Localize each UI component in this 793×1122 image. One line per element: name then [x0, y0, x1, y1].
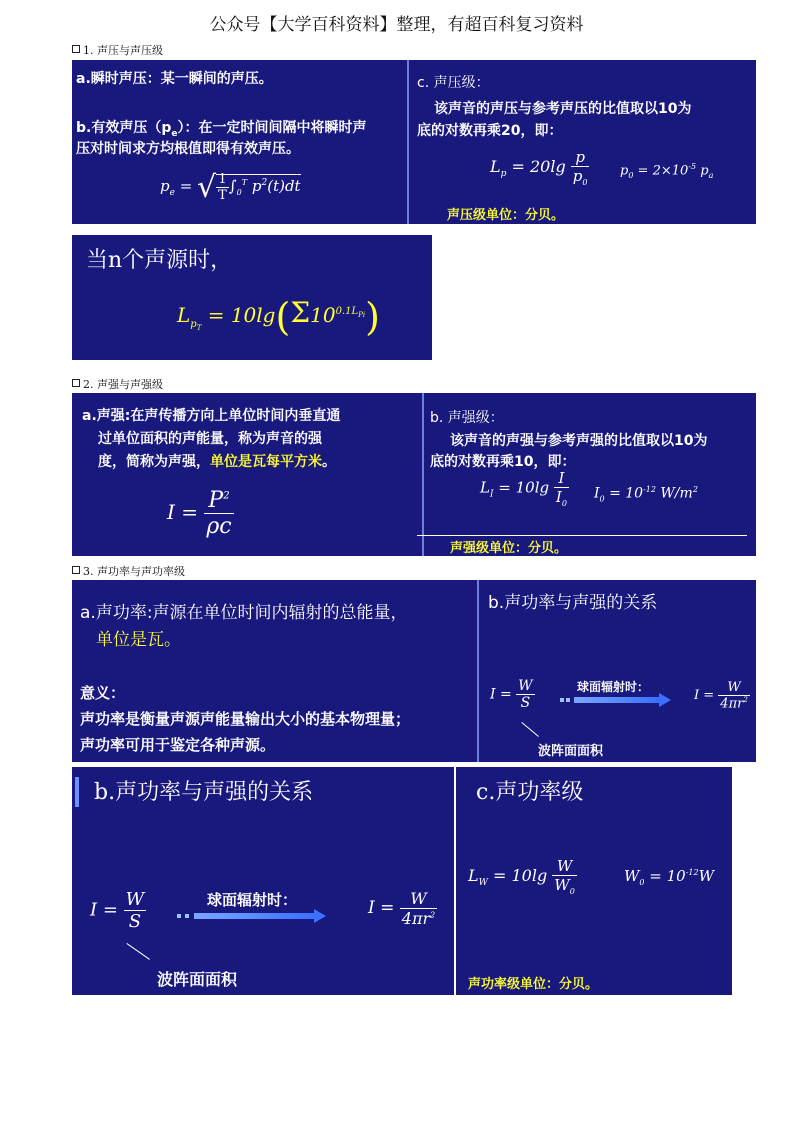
sound-power-unit: 单位是瓦。 — [96, 630, 181, 650]
section-1-label: 1. 声压与声压级 — [83, 44, 163, 57]
slide-sound-intensity — [72, 393, 756, 556]
section-3-label: 3. 声功率与声功率级 — [83, 565, 185, 578]
relation-spherical-formula: I = $\frac{W}{4\pi r^2}$ — [368, 889, 436, 928]
decor-square — [560, 698, 564, 702]
section-heading-2 — [72, 376, 163, 392]
decor-square — [177, 914, 181, 918]
radiation-arrow-icon — [194, 913, 314, 919]
power-intensity-relation-title: b.声功率与声强的关系 — [488, 593, 658, 613]
sil-formula: $L_I = 10\lg$ $\frac{I}{I_0}$ — [480, 469, 567, 508]
total-spl-formula: $L_{p_T} = 10\lg(\Sigma 10^{0.1L_{Pi}})$ — [177, 295, 380, 339]
slide-divider — [407, 60, 409, 224]
intensity-def-line2: 过单位面积的声能量，称为声音的强 — [98, 431, 322, 447]
slide-divider — [422, 393, 424, 556]
reference-pressure-formula: $p_0 = 2\times 10^{-5}$ $p_a$ — [620, 162, 714, 180]
slide-sound-power-level — [456, 767, 732, 995]
slide-divider — [477, 580, 479, 762]
intensity-area-formula: I = $\frac{W}{S}$ — [490, 678, 533, 711]
spherical-intensity-formula: I = $\frac{W}{4\pi r^2}$ — [694, 680, 748, 712]
reference-power-formula: $W_0 = 10^{-12}W$ — [624, 867, 715, 887]
sil-underline — [417, 535, 747, 536]
slide-sound-pressure — [72, 60, 756, 224]
reference-intensity-formula: $I_0 = 10^{-12}$ $W/m^2$ — [594, 485, 698, 504]
spl-desc-line1: 该声音的声压与参考声压的比值取以10为 — [434, 101, 692, 117]
sil-desc-line2: 底的对数再乘10，即： — [430, 454, 576, 470]
intensity-def-line1: a.声强:在声传播方向上单位时间内垂直通 — [82, 408, 341, 424]
instant-pressure-text: a.瞬时声压：某一瞬间的声压。 — [76, 71, 273, 87]
area-leader-line — [126, 943, 150, 960]
section-heading-3 — [72, 563, 185, 579]
intensity-formula: I = $\frac{P^2}{\rho c}$ — [167, 488, 232, 539]
section-heading-1 — [72, 42, 163, 58]
spherical-radiation-label: 球面辐射时： — [577, 680, 650, 694]
slide-power-intensity-relation — [72, 767, 454, 995]
wavefront-area-label: 波阵面面积 — [538, 744, 604, 759]
decor-square — [566, 698, 570, 702]
effective-pressure-line2: 压对时间求方均根值即得有效声压。 — [76, 141, 300, 157]
relation-area-label: 波阵面面积 — [157, 970, 238, 989]
sound-power-def-line1: a.声功率:声源在单位时间内辐射的总能量， — [80, 603, 408, 623]
meaning-line1: 声功率是衡量声源声能量输出大小的基本物理量； — [80, 710, 411, 728]
page-header-title: 公众号【大学百科资料】整理，有超百科复习资料 — [209, 15, 584, 35]
effective-pressure-line1: b.有效声压$(p_e)$：在一定时间间隔中将瞬时声 — [76, 120, 367, 139]
section-2-label: 2. 声强与声强级 — [83, 378, 163, 391]
sil-title: b. 声强级： — [430, 410, 504, 426]
pwl-formula: $L_W = 10\lg$ $\frac{W}{W_0}$ — [468, 857, 575, 896]
slide-sound-power — [72, 580, 756, 762]
spl-title: c. 声压级： — [417, 75, 490, 91]
checkbox-glyph-icon — [72, 379, 80, 387]
sil-desc-line1: 该声音的声强与参考声强的比值取以10为 — [450, 433, 708, 449]
meaning-line2: 声功率可用于鉴定各种声源。 — [80, 736, 276, 754]
meaning-title: 意义： — [80, 684, 126, 702]
area-leader-line — [521, 722, 538, 737]
intensity-def-line3: 度，简称为声强，单位是瓦每平方米。 — [98, 454, 336, 470]
relation-radiation-label: 球面辐射时： — [207, 891, 298, 909]
radiation-arrow-icon — [574, 697, 659, 703]
pwl-unit-note: 声功率级单位：分贝。 — [468, 977, 599, 992]
spl-formula: $L_p = 20\lg$ $\frac{p}{p_0}$ — [490, 148, 588, 187]
multiple-sources-title: 当n个声源时， — [86, 248, 233, 273]
effective-pressure-formula: $p_e$ = √ $\frac{1}{T}$ $\int_0^T$ $p^2(t)dt$ — [160, 170, 301, 205]
spl-desc-line2: 底的对数再乘20，即： — [417, 123, 563, 139]
checkbox-glyph-icon — [72, 566, 80, 574]
relation-title: b.声功率与声强的关系 — [94, 780, 314, 805]
sil-unit-note: 声强级单位：分贝。 — [450, 541, 568, 556]
slide-multiple-sources — [72, 235, 432, 360]
spl-unit-note: 声压级单位：分贝。 — [447, 208, 565, 223]
title-accent-bar — [75, 777, 79, 807]
relation-area-formula: I = $\frac{W}{S}$ — [90, 889, 145, 932]
checkbox-glyph-icon — [72, 45, 80, 53]
decor-square — [185, 914, 189, 918]
pwl-title: c.声功率级 — [476, 780, 584, 805]
